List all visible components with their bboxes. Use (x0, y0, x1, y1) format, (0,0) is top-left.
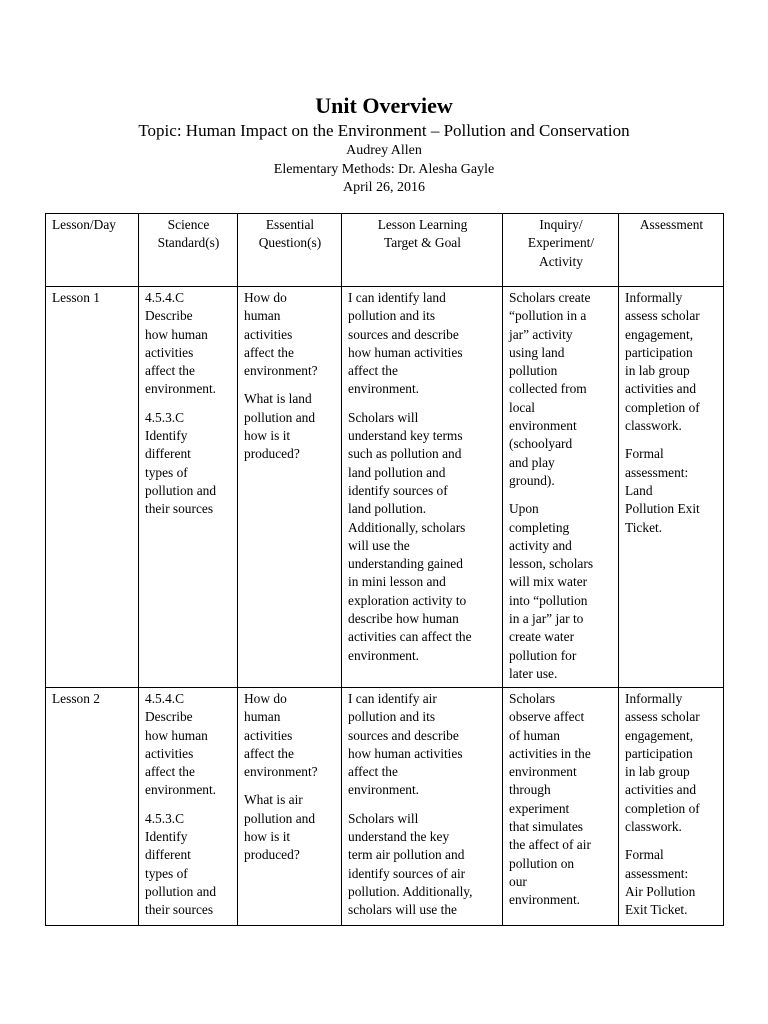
column-header-activity: Inquiry/ Experiment/ Activity (503, 214, 619, 287)
assessment-cell (619, 287, 724, 688)
page-title: Unit Overview (315, 93, 453, 118)
assessment-text: Formal assessment: Land Pollution Exit Ticket. (625, 446, 700, 535)
unit-overview-table (45, 213, 724, 926)
target-text: Scholars will understand the key term air pollution and identify sources of air pollution. Additionally, scholars will use the (348, 810, 473, 918)
table-row (46, 688, 724, 926)
target-cell (342, 688, 503, 926)
standard-text: 4.5.3.C Identify different types of pollution and their sources (145, 810, 217, 918)
target-text: I can identify air pollution and its sources and describe how human activities affect the environment. (348, 691, 463, 798)
standards-cell (139, 688, 238, 926)
standard-text: 4.5.3.C Identify different types of pollution and their sources (145, 409, 217, 517)
activity-text: Scholars observe affect of human activities in the environment through experiment that simulates the affect of air pollution on our environment. (509, 691, 591, 908)
lesson-cell (46, 688, 139, 926)
assessment-text: Formal assessment: Air Pollution Exit Ticket. (625, 847, 696, 918)
course-line: Elementary Methods: Dr. Alesha Gayle (273, 161, 495, 177)
date-line: April 26, 2016 (342, 180, 426, 195)
lesson-label: Lesson 2 (52, 691, 100, 706)
assessment-text: Informally assess scholar engagement, participation in lab group activities and completion of classwork. (625, 290, 700, 434)
question-text: How do human activities affect the environment? (244, 290, 318, 379)
column-header-standards: Science Standard(s) (139, 214, 238, 287)
column-header-target: Lesson Learning Target & Goal (342, 214, 503, 287)
column-header-questions: Essential Question(s) (238, 214, 342, 287)
assessment-cell (619, 688, 724, 926)
author-name: Audrey Allen (346, 143, 422, 158)
assessment-text: Informally assess scholar engagement, participation in lab group activities and completion of classwork. (625, 691, 700, 835)
question-text: What is land pollution and how is it produced? (244, 391, 316, 462)
column-header-lesson: Lesson/Day (46, 214, 139, 287)
question-text: How do human activities affect the environment? (244, 691, 318, 780)
activity-cell (503, 688, 619, 926)
lesson-cell (46, 287, 139, 688)
table-row (46, 287, 724, 688)
column-header-assessment: Assessment (619, 214, 724, 287)
activity-text: Scholars create “pollution in a jar” activity using land pollution collected from local environment (schoolyard and play ground). (509, 290, 591, 488)
standards-cell (139, 287, 238, 688)
standard-text: 4.5.4.C Describe how human activities affect the environment. (145, 691, 217, 798)
questions-cell (238, 688, 342, 926)
table-header-row (46, 214, 724, 287)
topic-line: Topic: Human Impact on the Environment – Pollution and Conservation (138, 121, 630, 140)
target-text: I can identify land pollution and its sources and describe how human activities affect the environment. (348, 290, 463, 397)
activity-text: Upon completing activity and lesson, scholars will mix water into “pollution in a jar” jar to create water pollution for later use. (509, 501, 594, 681)
standard-text: 4.5.4.C Describe how human activities affect the environment. (145, 290, 217, 397)
question-text: What is air pollution and how is it produced? (244, 792, 316, 863)
document-header (0, 92, 768, 198)
target-text: Scholars will understand key terms such as pollution and land pollution and identify sources of land pollution. Additionally, scholars will use the understanding gained in mini lesson and exploration activity to describe how human activities can affect the environment. (348, 409, 472, 663)
lesson-label: Lesson 1 (52, 290, 100, 305)
activity-cell (503, 287, 619, 688)
questions-cell (238, 287, 342, 688)
target-cell (342, 287, 503, 688)
